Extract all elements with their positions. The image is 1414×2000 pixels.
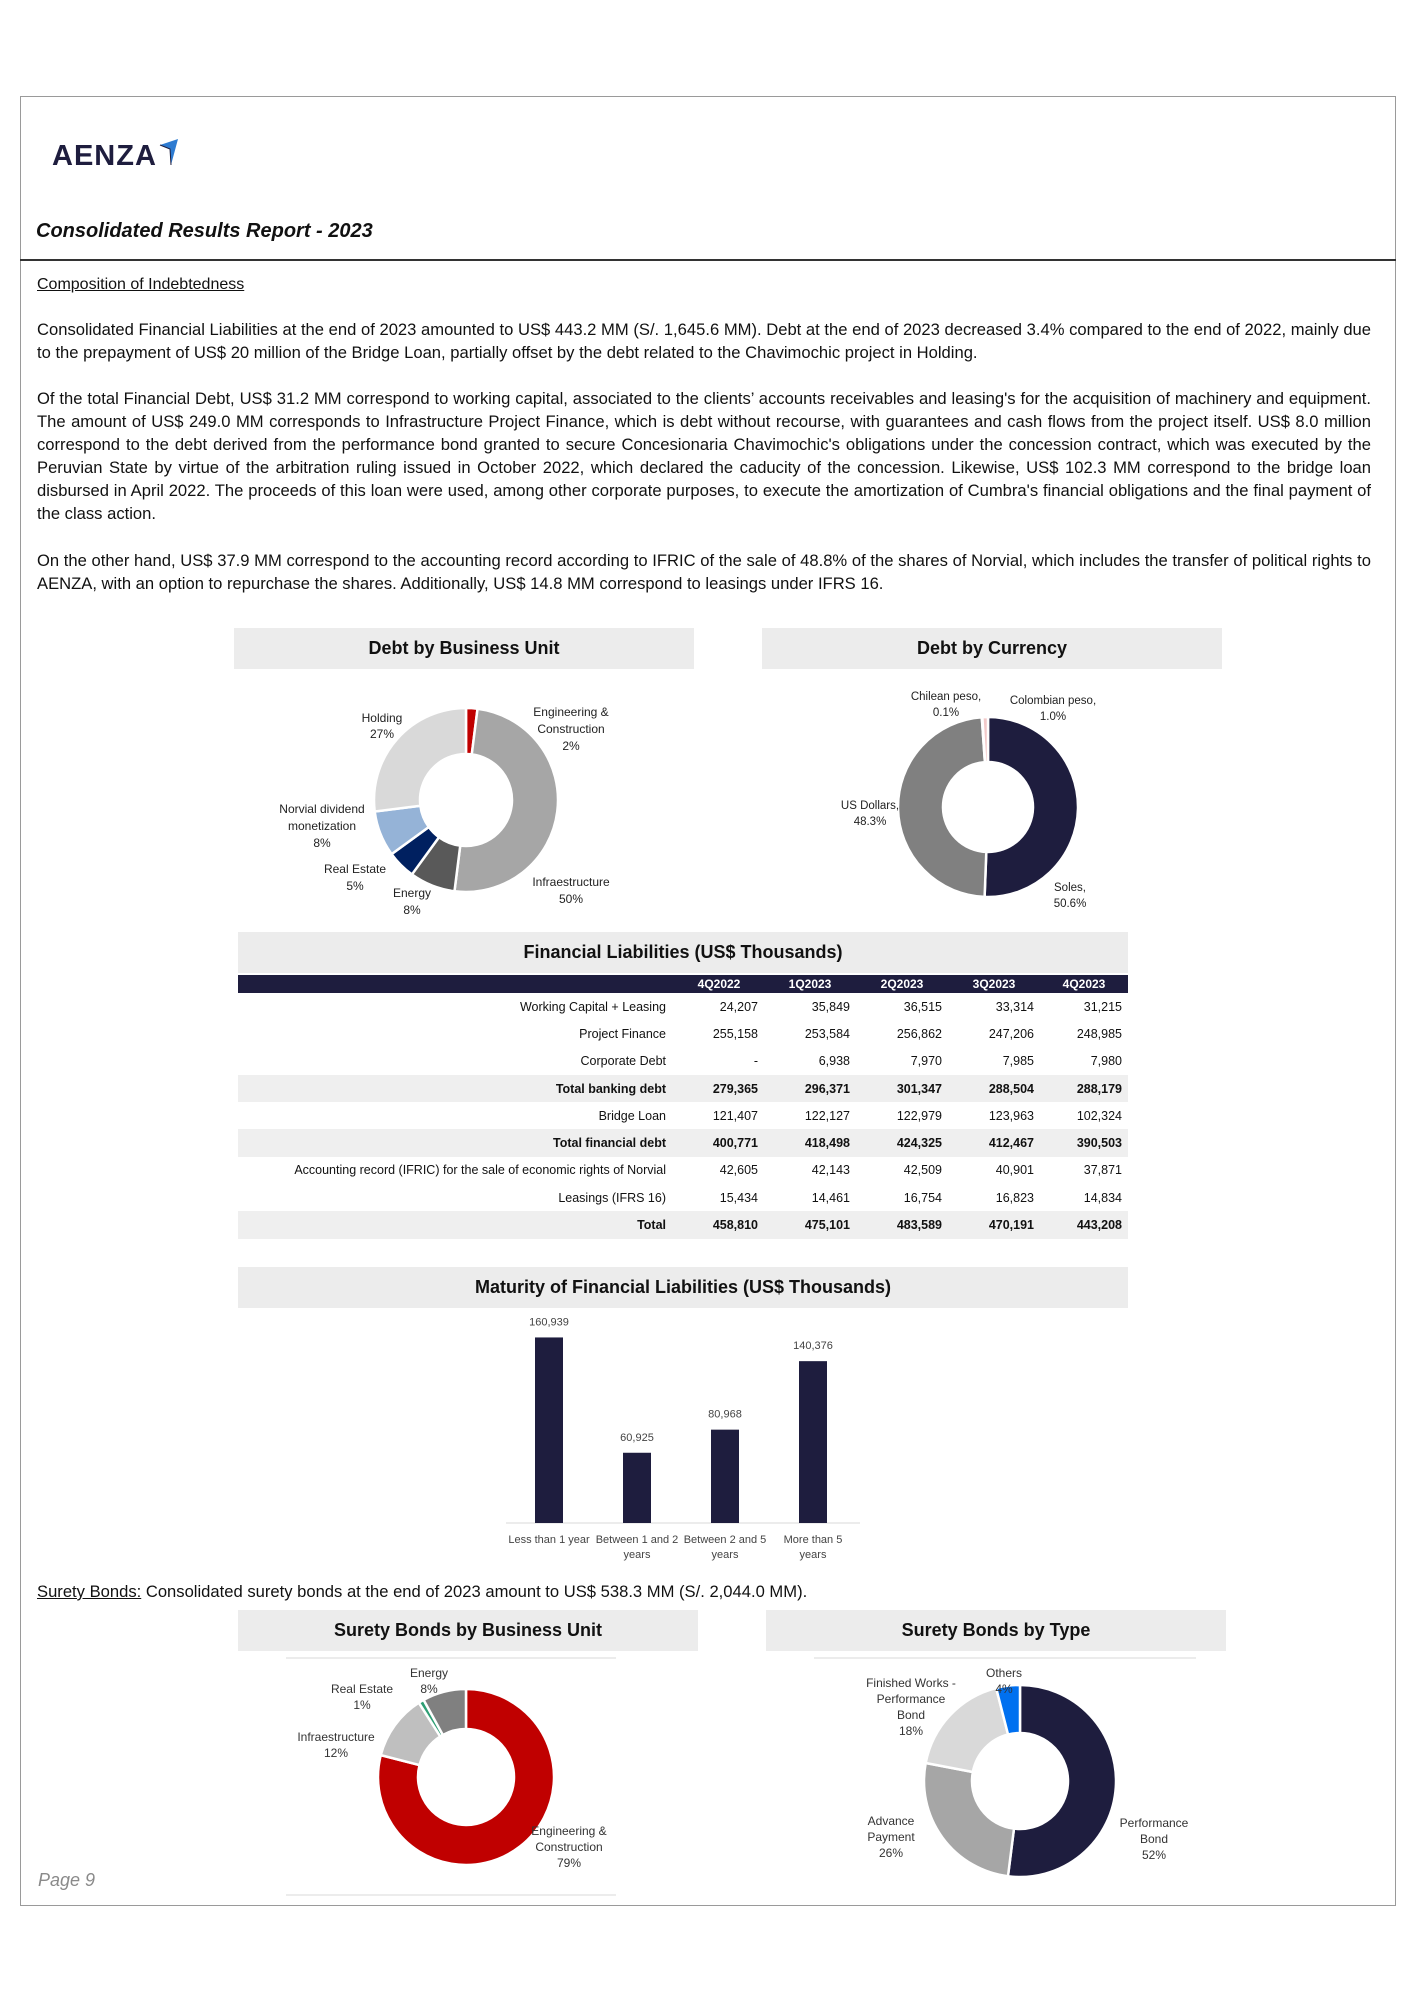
table-cell: 400,771 xyxy=(674,1129,764,1156)
table-cell: 248,985 xyxy=(1076,1026,1122,1041)
table-cell: 247,206 xyxy=(988,1026,1034,1041)
table-cell: 121,407 xyxy=(712,1108,758,1123)
label-holding: Holding xyxy=(361,711,403,725)
aenza-logo xyxy=(52,140,179,173)
table-cell: 42,143 xyxy=(811,1163,850,1178)
row-label: Corporate Debt xyxy=(580,1054,666,1069)
table-cell: 475,101 xyxy=(764,1211,856,1238)
table-cell: 14,834 xyxy=(1083,1190,1122,1205)
donut-slice-soles xyxy=(985,717,1078,897)
chart-title-surety-type: Surety Bonds by Type xyxy=(766,1610,1226,1651)
row-label: Accounting record (IFRIC) for the sale of economic rights of Norvial xyxy=(294,1163,666,1178)
row-label: Total financial debt xyxy=(238,1129,674,1156)
label-us-dollars: US Dollars, xyxy=(840,800,900,812)
row-label: Leasings (IFRS 16) xyxy=(558,1190,666,1205)
table-cell: 16,823 xyxy=(995,1190,1034,1205)
label-sb-energy: Energy xyxy=(409,1666,449,1680)
table-row xyxy=(238,993,1128,1020)
surety-type-donut xyxy=(766,1655,1226,1900)
category-label: years xyxy=(711,1549,739,1561)
value-sb-infrastructure: 12% xyxy=(323,1746,349,1760)
label-norvial-2: monetization xyxy=(287,819,357,833)
paragraph-3: On the other hand, US$ 37.9 MM correspond to the accounting record according to IFRIC of the sale of 48.8% of the shares of Norvial, which includes the transfer of political rights to AENZA, with an option to repurchase the shares. Additionally, US$ 14.8 MM correspond to leasings under IFRS 16. xyxy=(37,551,1371,593)
table-cell: 40,901 xyxy=(995,1163,1034,1178)
column-header xyxy=(238,975,674,993)
logo-text: AENZA xyxy=(52,140,157,172)
label-st-performance-2: Bond xyxy=(1139,1832,1169,1846)
column-header: 1Q2023 xyxy=(764,975,856,993)
financial-liabilities-table xyxy=(238,975,1128,1239)
table-cell: 102,324 xyxy=(1076,1108,1122,1123)
surety-bonds-body: Consolidated surety bonds at the end of 2023 amount to US$ 538.3 MM (S/. 2,044.0 MM). xyxy=(141,1582,808,1601)
value-us-dollars: 48.3% xyxy=(853,816,887,828)
value-colombian-peso: 1.0% xyxy=(1039,711,1067,723)
table-cell: 418,498 xyxy=(764,1129,856,1156)
debt-currency-donut xyxy=(762,680,1222,930)
label-st-finished-1: Finished Works - xyxy=(866,1676,956,1690)
label-sb-engineering-2: Construction xyxy=(535,1840,603,1854)
value-chilean-peso: 0.1% xyxy=(932,707,960,719)
bar-value-label: 160,939 xyxy=(529,1316,569,1329)
table-row xyxy=(238,1184,1128,1211)
label-infrastructure: Infraestructure xyxy=(532,875,610,889)
row-label: Total xyxy=(238,1211,674,1238)
table-cell: 424,325 xyxy=(856,1129,948,1156)
maturity-bar-chart xyxy=(500,1315,870,1575)
value-st-finished: 18% xyxy=(898,1724,924,1738)
value-energy: 8% xyxy=(403,903,421,917)
value-soles: 50.6% xyxy=(1053,898,1087,910)
bar-value-label: 60,925 xyxy=(620,1431,654,1444)
table-cell: 123,963 xyxy=(988,1108,1034,1123)
table-cell: 483,589 xyxy=(856,1211,948,1238)
label-chilean-peso: Chilean peso, xyxy=(910,691,982,703)
category-label: Between 1 and 2 xyxy=(595,1534,679,1546)
donut-slice-advance-payment xyxy=(924,1763,1014,1876)
label-st-performance-1: Performance xyxy=(1119,1816,1189,1830)
paragraph-1: Consolidated Financial Liabilities at the end of 2023 amounted to US$ 443.2 MM (S/. 1,645.6 MM). Debt at the end of 2023 decreased 3.4% compared to the end of 2022, mainly due to the prepayment of US$ 20 million of the Bridge Loan, partially offset by the debt related to the Chavimochic project in Holding. xyxy=(37,320,1371,362)
label-engineering-2: Construction xyxy=(537,722,605,736)
label-colombian-peso: Colombian peso, xyxy=(1009,695,1097,707)
chart-title-surety-business-unit: Surety Bonds by Business Unit xyxy=(238,1610,698,1651)
value-st-advance: 26% xyxy=(878,1846,904,1860)
table-row xyxy=(238,1075,1128,1102)
table-cell: 301,347 xyxy=(856,1075,948,1102)
label-st-advance-1: Advance xyxy=(867,1814,915,1828)
table-cell: 122,127 xyxy=(804,1108,850,1123)
table-cell: 15,434 xyxy=(719,1190,758,1205)
label-energy: Energy xyxy=(392,886,432,900)
table-cell: 16,754 xyxy=(903,1190,942,1205)
chart-title-debt-currency: Debt by Currency xyxy=(762,628,1222,669)
column-header: 3Q2023 xyxy=(948,975,1040,993)
category-label: Less than 1 year xyxy=(508,1534,590,1546)
label-st-others: Others xyxy=(985,1666,1023,1680)
table-cell: 443,208 xyxy=(1040,1211,1128,1238)
table-cell: - xyxy=(753,1054,758,1069)
table-cell: 14,461 xyxy=(811,1190,850,1205)
row-label: Bridge Loan xyxy=(598,1108,666,1123)
report-title: Consolidated Results Report - 2023 xyxy=(36,220,373,242)
bar-value-label: 140,376 xyxy=(793,1340,833,1353)
category-label: years xyxy=(799,1549,827,1561)
page-number: Page 9 xyxy=(38,1870,96,1890)
label-st-finished-2: Performance xyxy=(876,1692,946,1706)
chart-title-maturity: Maturity of Financial Liabilities (US$ Thousands) xyxy=(238,1267,1128,1308)
section-heading: Composition of Indebtedness xyxy=(37,276,245,293)
label-st-advance-2: Payment xyxy=(867,1830,915,1844)
table-cell: 279,365 xyxy=(674,1075,764,1102)
value-st-others: 4% xyxy=(995,1682,1013,1696)
table-cell: 37,871 xyxy=(1083,1163,1122,1178)
chart-title-debt-business-unit: Debt by Business Unit xyxy=(234,628,694,669)
value-real-estate: 5% xyxy=(346,879,364,893)
value-engineering: 2% xyxy=(562,739,580,753)
bar xyxy=(535,1337,563,1523)
table-row xyxy=(238,1020,1128,1047)
category-label: More than 5 xyxy=(783,1534,843,1546)
surety-bonds-text xyxy=(37,1582,807,1602)
value-holding: 27% xyxy=(369,727,395,741)
table-cell: 33,314 xyxy=(995,999,1034,1014)
label-sb-real-estate: Real Estate xyxy=(330,1682,394,1696)
column-header: 4Q2023 xyxy=(1040,975,1128,993)
donut-slice-us-dollars xyxy=(898,717,986,897)
table-cell: 7,980 xyxy=(1090,1054,1122,1069)
table-cell: 7,985 xyxy=(1002,1054,1034,1069)
table-cell: 36,515 xyxy=(903,999,942,1014)
table-cell: 42,605 xyxy=(719,1163,758,1178)
table-cell: 255,158 xyxy=(712,1026,758,1041)
table-cell: 24,207 xyxy=(719,999,758,1014)
table-cell: 256,862 xyxy=(896,1026,942,1041)
label-st-finished-3: Bond xyxy=(896,1708,926,1722)
row-label: Working Capital + Leasing xyxy=(519,999,666,1014)
table-cell: 253,584 xyxy=(804,1026,850,1041)
table-row xyxy=(238,1048,1128,1075)
table-cell: 458,810 xyxy=(674,1211,764,1238)
label-engineering-1: Engineering & xyxy=(533,705,609,719)
label-real-estate: Real Estate xyxy=(323,862,387,876)
table-cell: 390,503 xyxy=(1040,1129,1128,1156)
bar xyxy=(711,1430,739,1523)
table-cell: 35,849 xyxy=(811,999,850,1014)
bar xyxy=(799,1361,827,1523)
table-cell: 7,970 xyxy=(910,1054,942,1069)
value-sb-engineering: 79% xyxy=(556,1856,582,1870)
table-row xyxy=(238,1211,1128,1238)
title-divider xyxy=(20,259,1396,261)
table-cell: 42,509 xyxy=(903,1163,942,1178)
paragraph-2: Of the total Financial Debt, US$ 31.2 MM correspond to working capital, associated to the clients’ accounts receivables and leasing's for the acquisition of machinery and equipment. The amount of US$ 249.0 MM corresponds to Infrastructure Project Finance, which is debt without recourse, with guarantees and cash flows from the project itself. US$ 8.0 million correspond to the debt derived from the performance bond granted to secure Concesionaria Chavimochic's obligations under the concession contract, which was executed by the Peruvian State by virtue of the arbitration ruling issued in October 2022, which declared the caducity of the concession. Likewise, US$ 102.3 MM correspond to the bridge loan disbursed in April 2022. The proceeds of this loan were used, among other corporate purposes, to execute the amortization of Cumbra's financial obligations and the final payment of the class action. xyxy=(37,389,1371,523)
table-row xyxy=(238,1129,1128,1156)
debt-business-unit-donut xyxy=(234,680,694,930)
row-label: Project Finance xyxy=(579,1026,666,1041)
value-sb-energy: 8% xyxy=(420,1682,438,1696)
donut-slice-performance-bond xyxy=(1008,1685,1116,1877)
category-label: Between 2 and 5 xyxy=(683,1534,767,1546)
surety-business-unit-donut xyxy=(238,1655,698,1900)
table-cell: 288,504 xyxy=(948,1075,1040,1102)
table-cell: 122,979 xyxy=(896,1108,942,1123)
row-label: Total banking debt xyxy=(238,1075,674,1102)
column-header: 4Q2022 xyxy=(674,975,764,993)
table-header-row xyxy=(238,975,1128,993)
category-label: years xyxy=(623,1549,651,1561)
chart-title-financial-liabilities: Financial Liabilities (US$ Thousands) xyxy=(238,932,1128,973)
value-infrastructure: 50% xyxy=(558,892,584,906)
column-header: 2Q2023 xyxy=(856,975,948,993)
label-sb-infrastructure: Infraestructure xyxy=(297,1730,375,1744)
table-cell: 6,938 xyxy=(818,1054,850,1069)
logo-mark-icon xyxy=(159,137,179,167)
bar-value-label: 80,968 xyxy=(708,1408,742,1421)
table-cell: 296,371 xyxy=(764,1075,856,1102)
table-row xyxy=(238,1102,1128,1129)
table-cell: 470,191 xyxy=(948,1211,1040,1238)
bar xyxy=(623,1453,651,1523)
table-cell: 288,179 xyxy=(1040,1075,1128,1102)
table-cell: 31,215 xyxy=(1083,999,1122,1014)
table-row xyxy=(238,1157,1128,1184)
label-soles: Soles, xyxy=(1054,882,1086,894)
value-sb-real-estate: 1% xyxy=(353,1698,371,1712)
value-st-performance: 52% xyxy=(1141,1848,1167,1862)
table-cell: 412,467 xyxy=(948,1129,1040,1156)
label-sb-engineering-1: Engineering & xyxy=(531,1824,607,1838)
surety-bonds-lead: Surety Bonds: xyxy=(37,1582,142,1601)
value-norvial: 8% xyxy=(313,836,331,850)
label-norvial-1: Norvial dividend xyxy=(279,802,365,816)
